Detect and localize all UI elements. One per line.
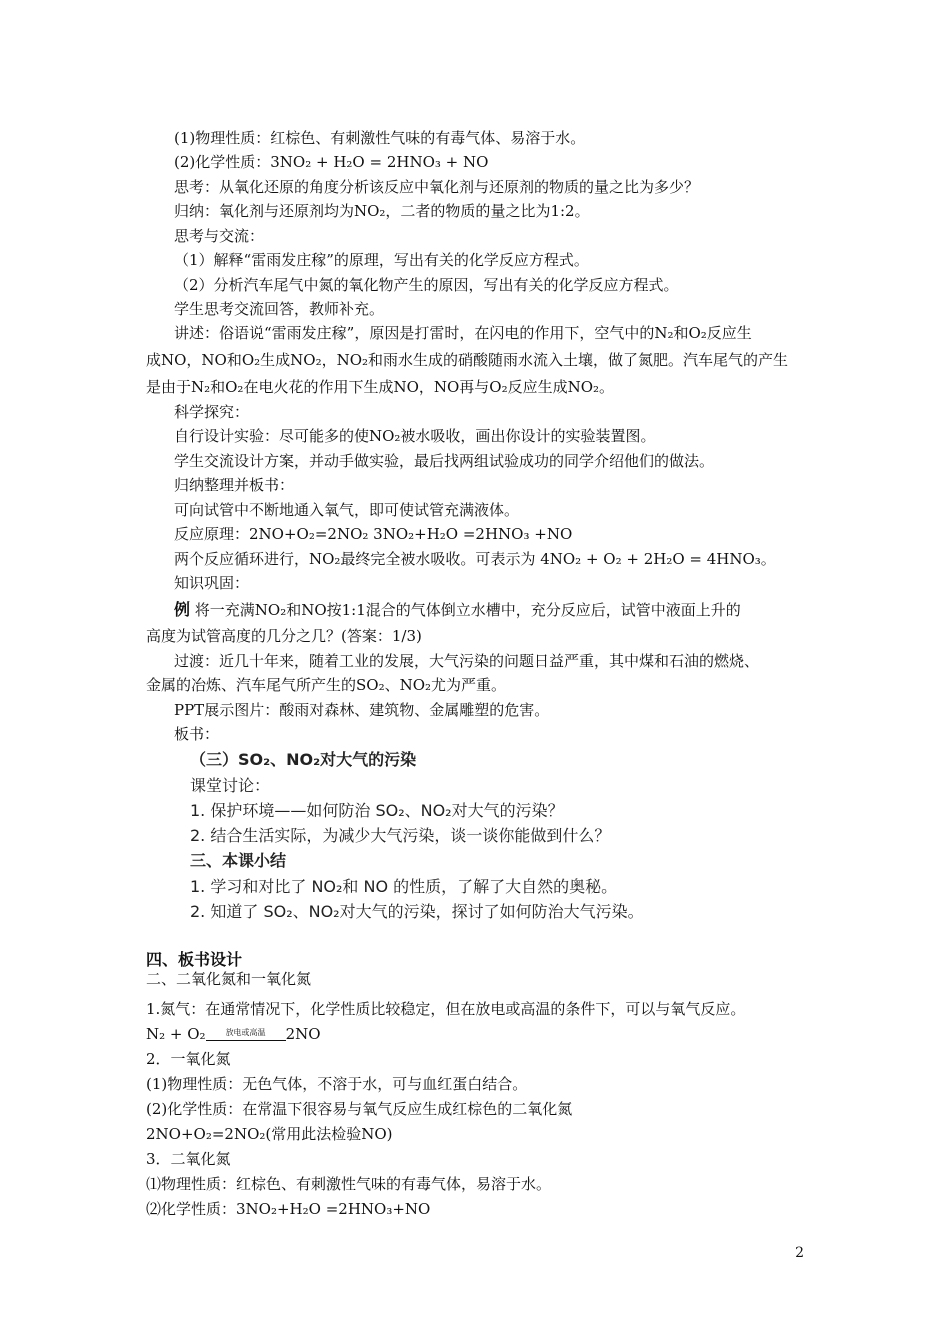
reaction-arrow: 放电或高温	[206, 1028, 286, 1038]
text-line: 科学探究：	[174, 403, 250, 421]
text-line: 反应原理：2NO+O₂=2NO₂ 3NO₂+H₂O =2HNO₃ +NO	[174, 525, 573, 543]
text-line: (1)物理性质：无色气体，不溶于水，可与血红蛋白结合。	[146, 1075, 528, 1093]
text-line: 自行设计实验：尽可能多的使NO₂被水吸收，画出你设计的实验装置图。	[174, 427, 656, 445]
text-line: ⑴物理性质：红棕色、有刺激性气味的有毒气体，易溶于水。	[146, 1175, 552, 1193]
text-line: ⑵化学性质：3NO₂+H₂O =2HNO₃+NO	[146, 1200, 431, 1218]
equation-product: 2NO	[285, 1025, 321, 1043]
board-title: 三、本课小结	[190, 851, 287, 870]
text-line: 1.氮气：在通常情况下，化学性质比较稳定，但在放电或高温的条件下，可以与氧气反应。	[146, 1000, 746, 1018]
text-line: 二、二氧化氮和一氧化氮	[146, 970, 312, 988]
text-line: 过渡：近几十年来，随着工业的发展，大气污染的问题日益严重，其中煤和石油的燃烧、	[174, 652, 760, 670]
text-line: (2)化学性质：在常温下很容易与氧气反应生成红棕色的二氧化氮	[146, 1100, 573, 1118]
text-line: 讲述：俗语说“雷雨发庄稼”，原因是打雷时，在闪电的作用下，空气中的N₂和O₂反应生	[174, 324, 752, 342]
text-line: （2）分析汽车尾气中氮的氧化物产生的原因，写出有关的化学反应方程式。	[174, 276, 679, 294]
board-line: 1. 学习和对比了 NO₂和 NO 的性质，了解了大自然的奥秘。	[190, 877, 618, 896]
text-line: 3．二氧化氮	[146, 1150, 231, 1168]
board-line: 2. 知道了 SO₂、NO₂对大气的污染，探讨了如何防治大气污染。	[190, 902, 644, 921]
equation-reactants: N₂ + O₂	[146, 1025, 206, 1043]
text-line: 金属的冶炼、汽车尾气所产生的SO₂、NO₂尤为严重。	[146, 676, 507, 694]
equation-line	[146, 1024, 321, 1044]
board-line: 1. 保护环境——如何防治 SO₂、NO₂对大气的污染？	[190, 801, 564, 820]
example-text: 将一充满NO₂和NO按1:1混合的气体倒立水槽中，充分反应后，试管中液面上升的	[190, 601, 741, 619]
text-line: 两个反应循环进行，NO₂最终完全被水吸收。可表示为 4NO₂ + O₂ + 2H₂O = 4HNO₃。	[174, 550, 776, 568]
text-line: 归纳整理并板书：	[174, 476, 295, 494]
text-line: PPT展示图片：酸雨对森林、建筑物、金属雕塑的危害。	[174, 701, 550, 719]
text-line: 学生思考交流回答，教师补充。	[174, 300, 385, 318]
text-line: 可向试管中不断地通入氧气，即可使试管充满液体。	[174, 501, 520, 519]
text-line: 思考：从氧化还原的角度分析该反应中氧化剂与还原剂的物质的量之比为多少？	[174, 178, 700, 196]
page-number: 2	[795, 1245, 804, 1261]
text-line: 成NO，NO和O₂生成NO₂，NO₂和雨水生成的硝酸随雨水流入土壤，做了氮肥。汽车尾气的产生	[146, 351, 789, 369]
text-line: (2)化学性质：3NO₂ + H₂O = 2HNO₃ + NO	[174, 153, 489, 171]
text-line: 知识巩固：	[174, 574, 250, 592]
board-line: 2. 结合生活实际，为减少大气污染，谈一谈你能做到什么？	[190, 826, 611, 845]
text-line: 2．一氧化氮	[146, 1050, 231, 1068]
text-line: （1）解释“雷雨发庄稼”的原理，写出有关的化学反应方程式。	[174, 251, 589, 269]
text-line: 思考与交流：	[174, 227, 265, 245]
text-line: 归纳：氧化剂与还原剂均为NO₂，二者的物质的量之比为1:2。	[174, 202, 590, 220]
example-label: 例	[174, 600, 191, 619]
text-line: 是由于N₂和O₂在电火花的作用下生成NO，NO再与O₂反应生成NO₂。	[146, 378, 615, 396]
section-heading: 四、板书设计	[146, 950, 243, 969]
text-line: 板书：	[174, 725, 220, 743]
text-line: (1)物理性质：红棕色、有刺激性气味的有毒气体、易溶于水。	[174, 129, 586, 147]
text-line: 2NO+O₂=2NO₂(常用此法检验NO)	[146, 1125, 393, 1143]
board-line: 课堂讨论：	[190, 776, 271, 795]
text-line: 高度为试管高度的几分之几？(答案：1/3)	[146, 627, 422, 645]
text-line: 学生交流设计方案，并动手做实验，最后找两组试验成功的同学介绍他们的做法。	[174, 452, 715, 470]
example-line	[174, 600, 741, 620]
board-title: （三）SO₂、NO₂对大气的污染	[190, 750, 417, 769]
